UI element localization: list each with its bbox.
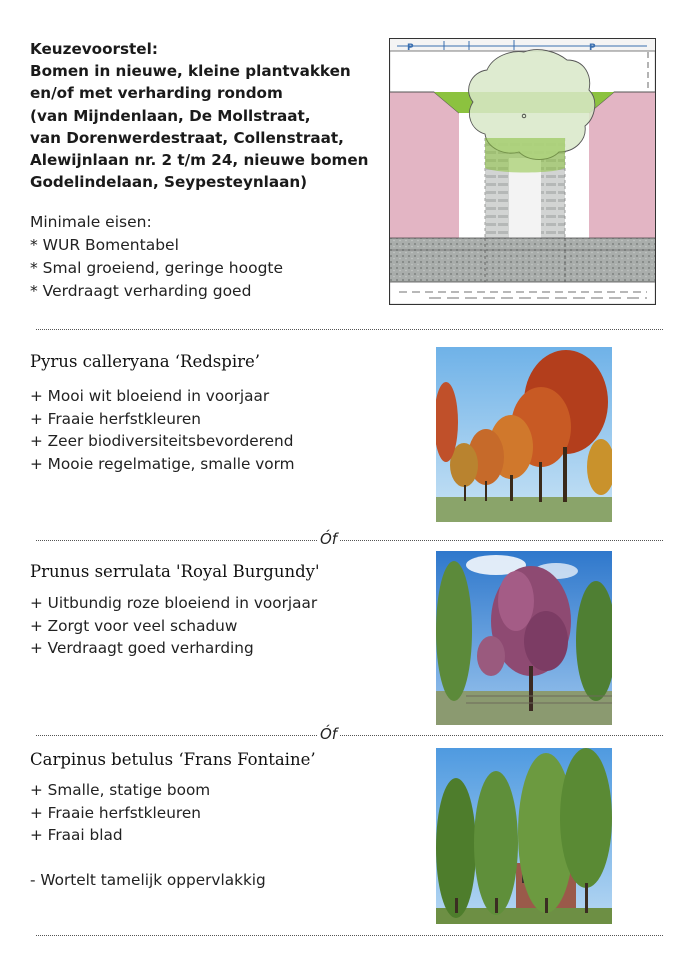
requirement-item: * Verdraagt verharding goed [30,282,252,300]
section-divider [36,735,663,736]
requirement-item: * WUR Bomentabel [30,236,179,254]
title-line: (van Mijndenlaan, De Mollstraat, [30,106,311,125]
requirements-heading: Minimale eisen: [30,213,152,231]
prunus-photo [436,551,612,725]
tree-property: + Uitbundig roze bloeiend in voorjaar [30,594,318,612]
title-line: Godelindelaan, Seypesteynlaan) [30,173,308,192]
tree-property: + Mooie regelmatige, smalle vorm [30,454,295,473]
requirements-block [30,211,283,303]
or-label: Óf [317,725,340,743]
tree-property: + Fraaie herfstkleuren [30,803,201,822]
requirement-item: * Smal groeiend, geringe hoogte [30,259,284,277]
section-divider [36,935,663,936]
tree-name: Carpinus betulus ‘Frans Fontaine’ [30,750,316,769]
tree-property: + Fraaie herfstkleuren [30,409,201,428]
parking-marker: P [589,43,596,53]
tree-property: - Wortelt tamelijk oppervlakkig [30,871,266,889]
plan-drawing [389,38,656,305]
proposal-title [30,38,370,193]
tree-properties [30,385,295,475]
tree-name: Prunus serrulata 'Royal Burgundy' [30,562,320,581]
section-divider [36,540,663,541]
tree-property: + Smalle, statige boom [30,781,211,799]
parking-marker: P [407,43,414,53]
title-line: Alewijnlaan nr. 2 t/m 24, nieuwe bomen [30,151,369,170]
title-line: Keuzevoorstel: [30,40,158,58]
tree-properties [30,779,266,892]
tree-property: + Mooi wit bloeiend in voorjaar [30,387,270,405]
tree-properties [30,592,317,660]
title-line: Bomen in nieuwe, kleine plantvakken [30,62,351,81]
tree-property: + Zeer biodiversiteitsbevorderend [30,432,294,450]
title-line: van Dorenwerdestraat, Collenstraat, [30,128,344,147]
or-label: Óf [317,530,340,548]
title-line: en/of met verharding rondom [30,84,283,103]
carpinus-photo [436,748,612,924]
tree-property: + Verdraagt goed verharding [30,639,254,657]
tree-property [30,847,266,870]
tree-property: + Fraai blad [30,826,123,844]
section-divider [36,329,663,330]
pyrus-photo [436,347,612,522]
planting-plan-diagram [389,38,656,305]
tree-property: + Zorgt voor veel schaduw [30,616,238,635]
tree-name: Pyrus calleryana ‘Redspire’ [30,352,261,371]
